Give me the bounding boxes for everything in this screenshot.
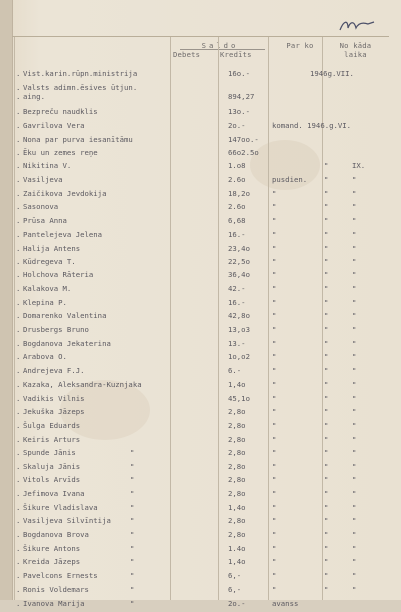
table-row [0,216,401,229]
row-date-ditto: " [324,530,329,539]
row-purpose: " [272,462,277,471]
row-bullet: . [16,448,21,457]
row-purpose: " [272,407,277,416]
row-month: " [352,462,357,471]
table-row [0,202,401,215]
row-amount: 2,8o [228,407,246,416]
row-date-ditto: " [324,257,329,266]
row-date-ditto: " [324,189,329,198]
table-row [0,489,401,502]
row-purpose: " [272,421,277,430]
row-bullet: . [16,407,21,416]
row-amount: 16.- [228,230,246,239]
header-laika: laika [344,50,367,59]
row-bullet: . [16,257,21,266]
row-amount: 1,4o [228,503,246,512]
row-amount: 45,1o [228,394,250,403]
row-purpose: " [272,257,277,266]
row-amount: 2,8o [228,435,246,444]
row-purpose: " [272,585,277,594]
row-amount: 1.o8 [228,161,246,170]
table-row [0,516,401,529]
row-month: " [352,270,357,279]
row-purpose: " [272,270,277,279]
row-bullet: . [16,352,21,361]
top-rule [12,36,389,37]
row-name: Gavrilova Vera [23,121,85,130]
row-bullet: . [16,489,21,498]
row-amount: 6.- [228,366,242,375]
row-date-ditto: " [324,462,329,471]
row-amount: 2,8o [228,475,246,484]
row-name: Arabova O. [23,352,67,361]
row-date-ditto: " [324,366,329,375]
row-date-ditto: " [324,571,329,580]
row-bullet: . [16,148,21,157]
row-amount: 2,8o [228,530,246,539]
row-month: " [352,489,357,498]
row-month: " [352,435,357,444]
row-bullet: . [16,107,21,116]
table-row [0,557,401,570]
row-name: Bogdanova Jekaterina [23,339,111,348]
table-row [0,366,401,379]
row-date-ditto: " [324,244,329,253]
row-amount: 2,8o [228,421,246,430]
row-month: " [352,421,357,430]
row-month: " [352,202,357,211]
row-bullet: . [16,284,21,293]
row-amount: 18,2o [228,189,250,198]
row-amount: 42,8o [228,311,250,320]
table-row [0,175,401,188]
table-row [0,311,401,324]
row-date-ditto: " [324,325,329,334]
row-ditto-mark: " [130,462,135,471]
row-name: Klepina P. [23,298,67,307]
row-bullet: . [16,394,21,403]
row-ditto-mark: " [130,544,135,553]
row-purpose: " [272,530,277,539]
table-row [0,189,401,202]
row-amount: 16.- [228,298,246,307]
row-month: " [352,298,357,307]
table-row [0,530,401,543]
row-name: Bogdanova Brova [23,530,89,539]
row-date-ditto: " [324,475,329,484]
table-row [0,257,401,270]
row-purpose: " [272,244,277,253]
row-bullet: . [16,270,21,279]
row-purpose: " [272,448,277,457]
row-month: " [352,544,357,553]
row-purpose: " [272,202,277,211]
row-bullet: . [16,530,21,539]
row-purpose: avanss [272,599,299,608]
table-row [0,69,401,82]
table-row [0,121,401,134]
table-row [0,107,401,120]
row-purpose: " [272,380,277,389]
row-amount: 6,- [228,571,242,580]
table-row [0,270,401,283]
row-purpose: " [272,394,277,403]
row-amount: 1,4o [228,380,246,389]
row-name: Nikitina V. [23,161,72,170]
row-purpose: " [272,557,277,566]
row-month: " [352,394,357,403]
row-amount: 13,o3 [228,325,250,334]
row-name: Spunde Jānis [23,448,76,457]
table-row [0,244,401,257]
row-amount: 6,- [228,585,242,594]
table-row [0,394,401,407]
row-ditto-mark: " [130,599,135,608]
row-bullet: . [16,135,21,144]
row-name: Sasonova [23,202,59,211]
row-name: Šulga Eduards [23,421,81,430]
row-amount: 894,27 [228,92,255,101]
row-name: Andrejeva F.J. [23,366,85,375]
row-bullet: . [16,503,21,512]
row-purpose: " [272,339,277,348]
table-row [0,284,401,297]
row-month: " [352,448,357,457]
row-amount: 23,4o [228,244,250,253]
row-date-ditto: " [324,339,329,348]
row-name: Kūdregeva T. [23,257,76,266]
row-bullet: . [16,421,21,430]
row-bullet: . [16,599,21,608]
table-row [0,161,401,174]
row-month: " [352,339,357,348]
row-bullet: . [16,435,21,444]
row-amount: 13o.- [228,107,250,116]
header-kredits: Kredīts [220,50,252,59]
table-row [0,585,401,598]
row-month: " [352,189,357,198]
row-date-ditto: " [324,161,329,170]
row-purpose: " [272,298,277,307]
row-date-ditto: " [324,230,329,239]
row-date-ditto: " [324,516,329,525]
row-amount: 66o2.5o [228,148,259,157]
row-name: Prūsa Anna [23,216,67,225]
row-month: " [352,585,357,594]
header-par-ko: Par ko [286,41,314,50]
row-month: " [352,407,357,416]
row-date-ditto: " [324,311,329,320]
row-date-ditto: " [324,175,329,184]
row-purpose: " [272,366,277,375]
row-name: Jefimova Ivana [23,489,85,498]
row-ditto-mark: " [130,503,135,512]
row-purpose: " [272,284,277,293]
row-month: " [352,503,357,512]
row-purpose: " [272,516,277,525]
row-name: Pavelcons Ernests [23,571,98,580]
row-bullet: . [16,92,21,101]
row-amount: 36,4o [228,270,250,279]
row-purpose: komand. 1946.g.VI. [272,121,352,130]
row-purpose: " [272,189,277,198]
row-month: IX. [352,161,366,170]
row-ditto-mark: " [130,489,135,498]
row-name: Holchova Rāteria [23,270,94,279]
row-ditto-mark: " [130,571,135,580]
row-date-ditto: " [324,202,329,211]
row-bullet: . [16,544,21,553]
row-bullet: . [16,83,21,92]
row-month: " [352,230,357,239]
table-row [0,503,401,516]
row-amount: 2,8o [228,516,246,525]
row-bullet: . [16,216,21,225]
row-date-ditto: " [324,352,329,361]
row-date-ditto: " [324,557,329,566]
row-date-ditto: " [324,544,329,553]
row-month: " [352,175,357,184]
row-name: Drusbergs Bruno [23,325,89,334]
row-bullet: . [16,175,21,184]
row-purpose: " [272,230,277,239]
row-name: Vist.karin.rūpn.ministrija [23,69,138,78]
row-amount: 2o.- [228,121,246,130]
row-date-ditto: " [324,380,329,389]
row-month: " [352,352,357,361]
row-date-ditto: " [324,435,329,444]
row-date: 1946g.VII. [310,69,354,78]
row-name: Valsts adimn.ēsives ūtjun. [23,83,138,92]
table-row [0,599,401,612]
row-name: Vasiljeva Silvīntija [23,516,111,525]
row-date-ditto: " [324,407,329,416]
table-row [0,462,401,475]
row-date-ditto: " [324,216,329,225]
row-purpose: " [272,216,277,225]
row-name: Vadikis Vilnis [23,394,85,403]
table-row [0,421,401,434]
row-amount: 2o.- [228,599,246,608]
row-bullet: . [16,339,21,348]
row-name: aing. [23,92,45,101]
row-amount: 1,4o [228,557,246,566]
row-date-ditto: " [324,284,329,293]
row-month: " [352,380,357,389]
row-name: Kalakova M. [23,284,72,293]
table-row [0,352,401,365]
row-name: Halija Antens [23,244,81,253]
row-name: Vitols Arvīds [23,475,81,484]
row-bullet: . [16,202,21,211]
table-row [0,380,401,393]
table-row [0,135,401,148]
row-month: " [352,475,357,484]
row-name: Kreida Jāzeps [23,557,81,566]
row-bullet: . [16,189,21,198]
row-ditto-mark: " [130,448,135,457]
row-bullet: . [16,557,21,566]
row-date-ditto: " [324,448,329,457]
row-bullet: . [16,244,21,253]
row-month: " [352,284,357,293]
row-name: Ivanova Marija [23,599,85,608]
row-amount: 42.- [228,284,246,293]
table-row [0,448,401,461]
row-ditto-mark: " [130,585,135,594]
row-name: Pantelejeva Jelena [23,230,103,239]
row-month: " [352,530,357,539]
row-bullet: . [16,462,21,471]
row-name: Skaluja Jānis [23,462,81,471]
header-debets: Debets [173,50,201,59]
row-bullet: . [16,585,21,594]
row-month: " [352,325,357,334]
row-month: " [352,257,357,266]
row-name: Domarenko Valentina [23,311,107,320]
header-no-kada [333,41,378,59]
row-bullet: . [16,311,21,320]
row-purpose: " [272,489,277,498]
row-date-ditto: " [324,489,329,498]
row-month: " [352,557,357,566]
row-ditto-mark: " [130,475,135,484]
row-ditto-mark: " [130,516,135,525]
row-amount: 2,8o [228,462,246,471]
row-name: Keiris Arturs [23,435,81,444]
row-month: " [352,244,357,253]
row-name: Nona par purva iesanītāmu [23,135,133,144]
table-row [0,475,401,488]
table-row [0,148,401,161]
table-row [0,544,401,557]
row-purpose: " [272,571,277,580]
row-purpose: " [272,311,277,320]
table-row [0,298,401,311]
row-bullet: . [16,325,21,334]
row-name: Kazaka, Aleksandra-Kuznjaka [23,380,142,389]
table-row [0,339,401,352]
row-bullet: . [16,298,21,307]
table-row [0,92,401,105]
row-date-ditto: " [324,298,329,307]
row-amount: 6,68 [228,216,246,225]
row-date-ditto: " [324,421,329,430]
row-purpose: " [272,325,277,334]
row-purpose: pusdien. [272,175,308,184]
row-amount: 13.- [228,339,246,348]
row-amount: 2,8o [228,448,246,457]
row-name: Vasiljeva [23,175,63,184]
row-month: " [352,311,357,320]
row-purpose: " [272,544,277,553]
row-date-ditto: " [324,585,329,594]
handwritten-signature [338,16,376,36]
row-bullet: . [16,380,21,389]
row-month: " [352,516,357,525]
row-name: Zaičikova Jevdokija [23,189,107,198]
row-purpose: " [272,352,277,361]
header-no-kada-line1: No kāda [339,41,372,50]
row-date-ditto: " [324,503,329,512]
row-date-ditto: " [324,270,329,279]
row-bullet: . [16,516,21,525]
row-amount: 147oo.- [228,135,259,144]
row-amount: 22,5o [228,257,250,266]
row-month: " [352,216,357,225]
row-amount: 2.6o [228,175,246,184]
row-name: Jekuška Jāzeps [23,407,85,416]
row-amount: 16o.- [228,69,250,78]
row-bullet: . [16,161,21,170]
row-ditto-mark: " [130,530,135,539]
row-name: Šikure Antons [23,544,81,553]
row-name: Bezpreču naudklis [23,107,98,116]
row-amount: 1o,o2 [228,352,250,361]
row-month: " [352,571,357,580]
row-bullet: . [16,69,21,78]
header-saldo: Saldo [201,41,239,50]
row-amount: 2,8o [228,489,246,498]
table-row [0,435,401,448]
row-ditto-mark: " [130,557,135,566]
row-amount: 1.4o [228,544,246,553]
table-row [0,230,401,243]
row-bullet: . [16,571,21,580]
table-row [0,325,401,338]
table-row [0,571,401,584]
table-row [0,407,401,420]
row-name: Ronis Voldemars [23,585,89,594]
row-bullet: . [16,121,21,130]
row-name: Šikure Vladislava [23,503,98,512]
row-purpose: " [272,503,277,512]
row-purpose: " [272,435,277,444]
row-purpose: " [272,475,277,484]
row-date-ditto: " [324,394,329,403]
row-name: Ēku un zemes reņe [23,148,98,157]
row-bullet: . [16,366,21,375]
row-bullet: . [16,475,21,484]
row-amount: 2.6o [228,202,246,211]
row-month: " [352,366,357,375]
row-bullet: . [16,230,21,239]
